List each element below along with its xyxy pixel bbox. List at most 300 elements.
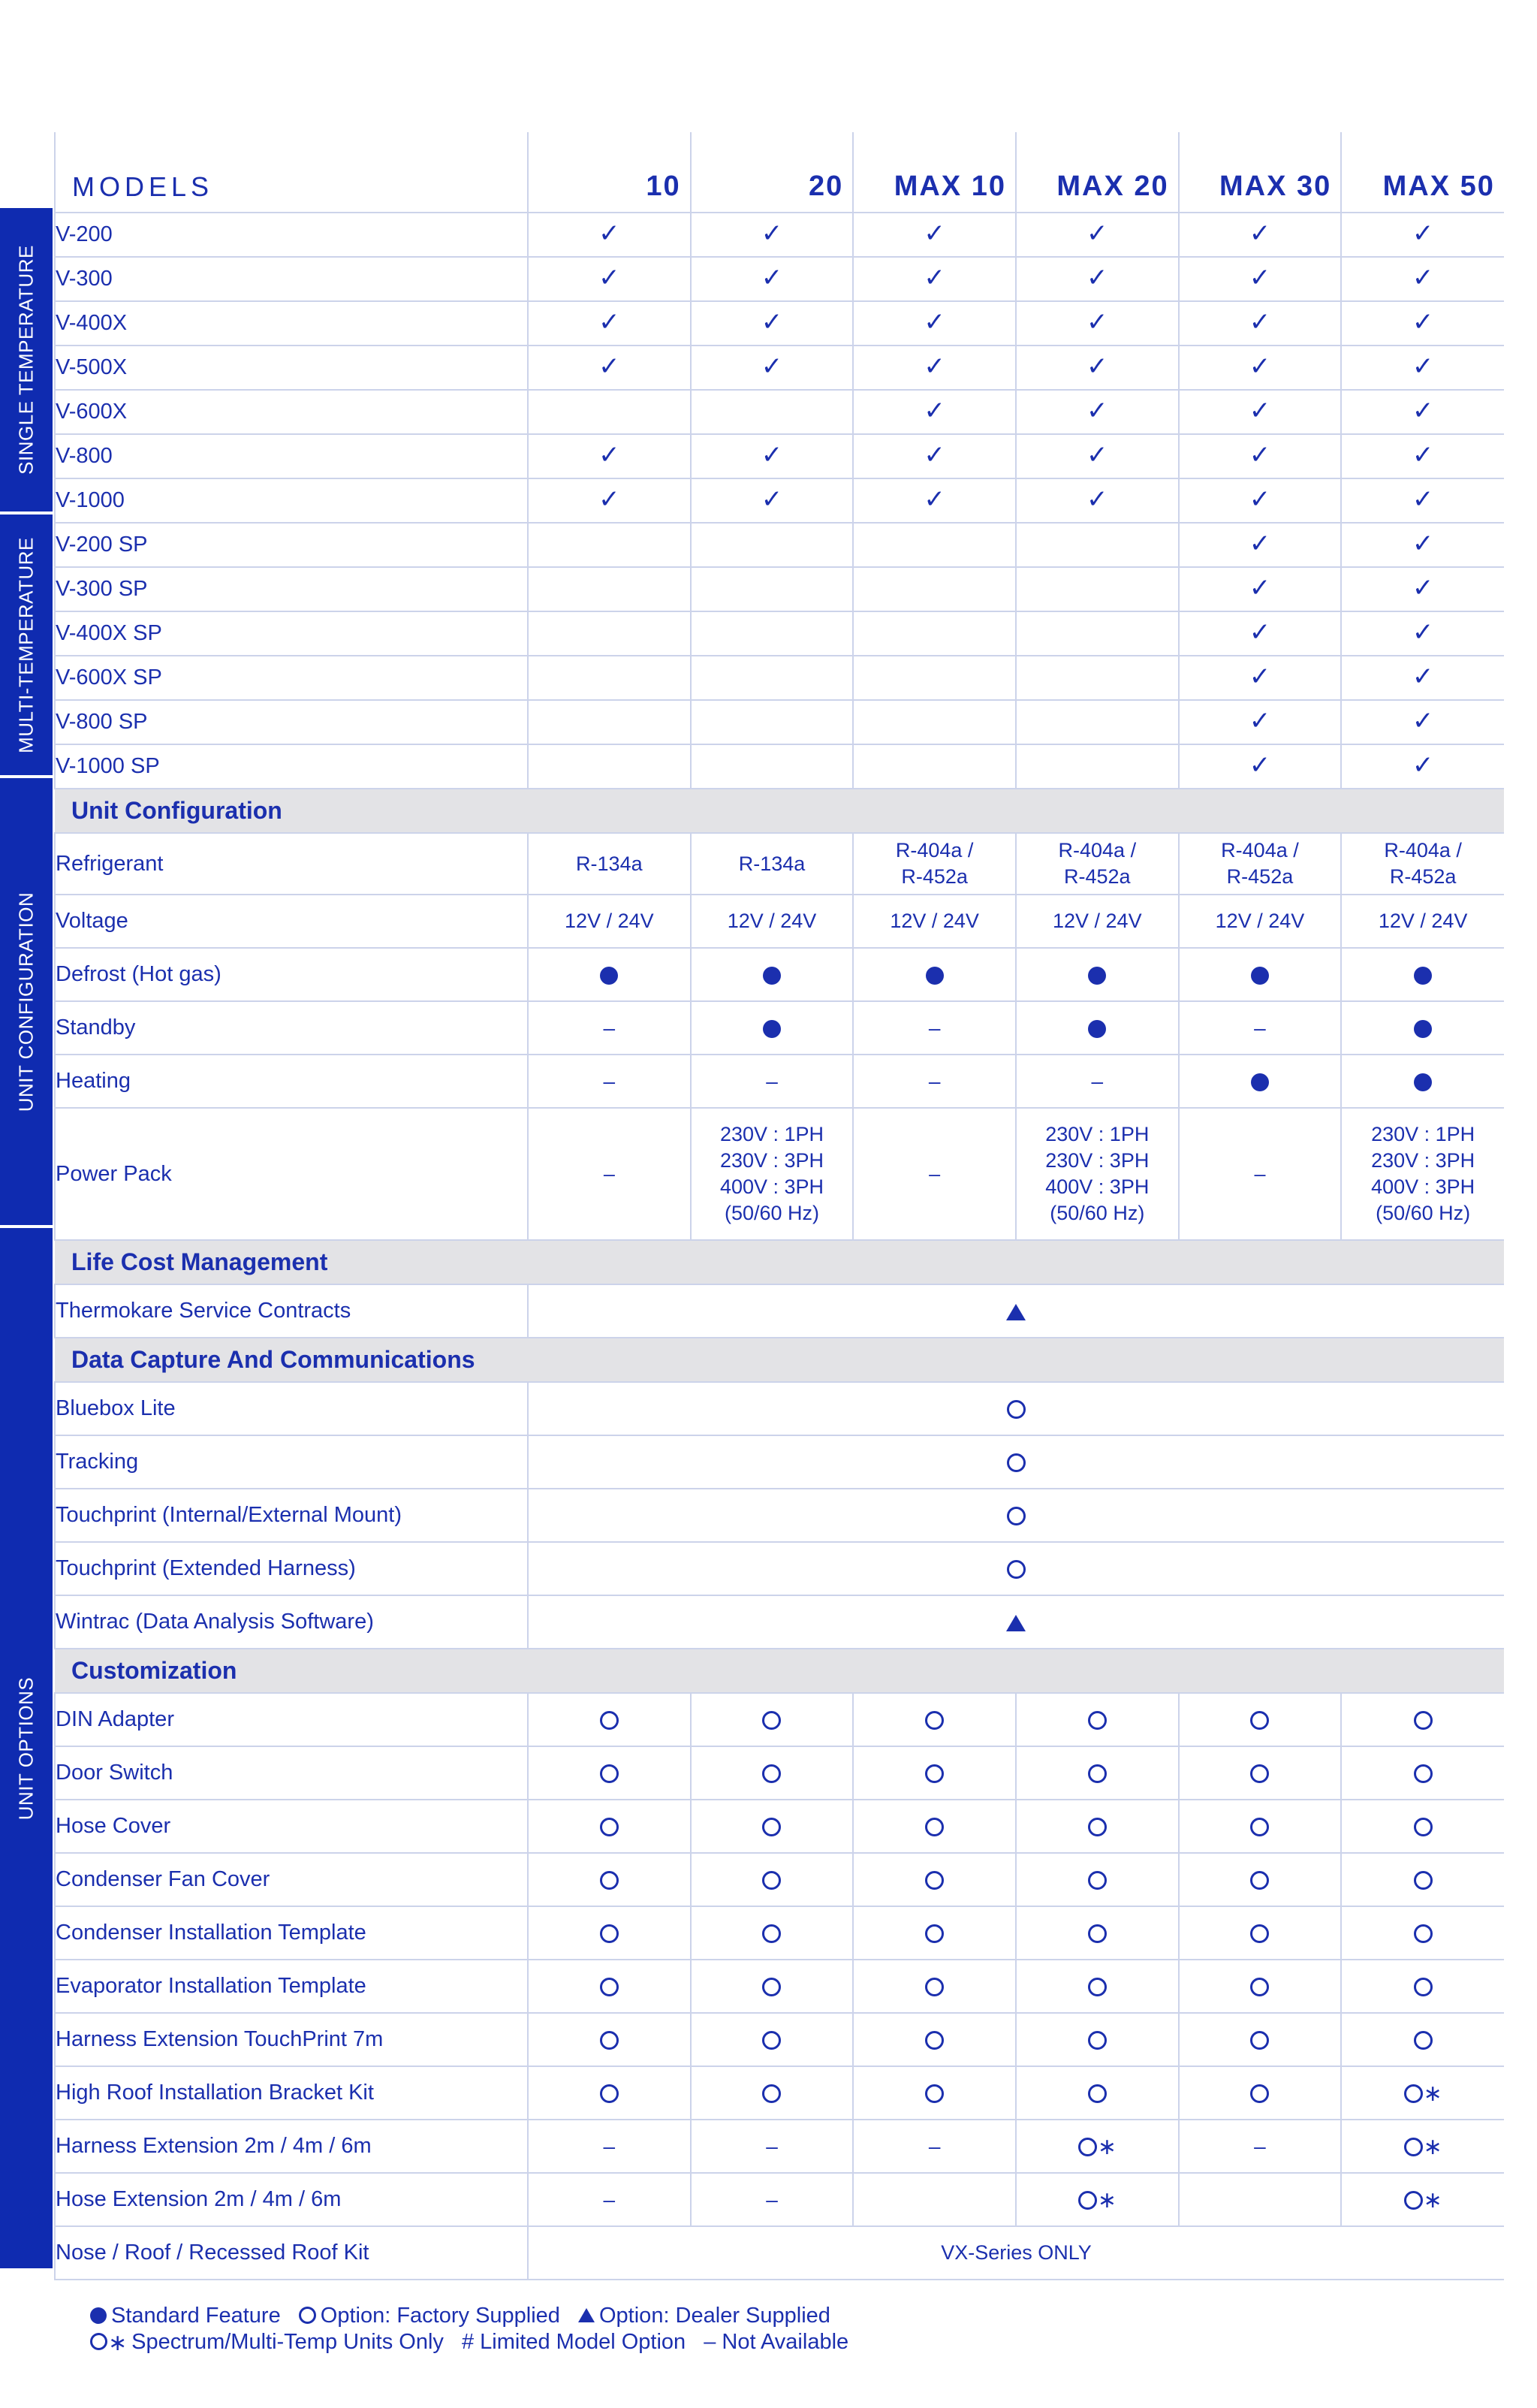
open-circle-icon bbox=[1250, 2084, 1269, 2103]
model-cell bbox=[853, 567, 1016, 611]
row-label: DIN Adapter bbox=[55, 1693, 528, 1746]
checkmark-icon: ✓ bbox=[1412, 574, 1434, 602]
open-circle-icon bbox=[1088, 2031, 1107, 2050]
filled-circle-icon bbox=[1251, 1073, 1269, 1091]
model-cell bbox=[1016, 301, 1179, 346]
cell-value: R-404a / R-452a bbox=[1384, 839, 1462, 888]
open-circle-icon bbox=[600, 1978, 619, 1996]
table-row bbox=[55, 700, 1504, 744]
model-cell bbox=[528, 2173, 691, 2226]
table-row bbox=[55, 1489, 1504, 1542]
model-cell bbox=[1016, 1906, 1179, 1960]
row-label: V-1000 SP bbox=[55, 744, 528, 789]
model-cell bbox=[1016, 1800, 1179, 1853]
open-circle-icon bbox=[1414, 1711, 1433, 1730]
model-cell bbox=[1016, 611, 1179, 656]
all-models-cell bbox=[528, 1435, 1504, 1489]
checkmark-icon: ✓ bbox=[1249, 618, 1271, 647]
model-cell bbox=[1016, 1960, 1179, 2013]
model-cell bbox=[528, 213, 691, 257]
model-cell bbox=[1016, 1693, 1179, 1746]
model-cell bbox=[1179, 2013, 1342, 2066]
cell-value: 230V : 1PH 230V : 3PH 400V : 3PH (50/60 Hz) bbox=[719, 1123, 824, 1224]
checkmark-icon: ✓ bbox=[1412, 751, 1434, 780]
row-label: Tracking bbox=[55, 1435, 528, 1489]
checkmark-icon: ✓ bbox=[1249, 441, 1271, 469]
table-row bbox=[55, 656, 1504, 700]
checkmark-icon: ✓ bbox=[1412, 352, 1434, 381]
model-cell bbox=[1341, 700, 1504, 744]
row-label: Harness Extension TouchPrint 7m bbox=[55, 2013, 528, 2066]
model-cell bbox=[1179, 1853, 1342, 1906]
open-circle-icon bbox=[762, 1818, 781, 1836]
row-label: Defrost (Hot gas) bbox=[55, 948, 528, 1001]
not-available-dash: – bbox=[1091, 1069, 1104, 1093]
model-cell bbox=[1016, 346, 1179, 390]
open-circle-icon bbox=[925, 1978, 944, 1996]
table-row bbox=[55, 2013, 1504, 2066]
model-cell bbox=[1341, 478, 1504, 523]
model-cell bbox=[853, 1746, 1016, 1800]
table-row bbox=[55, 895, 1504, 948]
checkmark-icon: ✓ bbox=[1412, 308, 1434, 336]
model-cell bbox=[853, 611, 1016, 656]
row-label: Refrigerant bbox=[55, 833, 528, 895]
open-circle-icon bbox=[762, 1764, 781, 1783]
model-cell bbox=[1341, 948, 1504, 1001]
asterisk-icon: ∗ bbox=[1423, 2187, 1442, 2213]
cell-value: R-404a / R-452a bbox=[1221, 839, 1299, 888]
model-cell bbox=[1179, 1800, 1342, 1853]
open-circle-icon bbox=[1088, 1871, 1107, 1890]
table-row bbox=[55, 2226, 1504, 2280]
table-row bbox=[55, 1906, 1504, 1960]
table-row bbox=[55, 1693, 1504, 1746]
model-cell bbox=[853, 744, 1016, 789]
model-cell bbox=[1341, 257, 1504, 301]
model-cell bbox=[1341, 1800, 1504, 1853]
model-column-header: 20 bbox=[691, 132, 854, 213]
legend-limited: # Limited Model Option bbox=[461, 2330, 686, 2354]
model-cell bbox=[1016, 948, 1179, 1001]
model-cell bbox=[853, 700, 1016, 744]
model-cell bbox=[528, 1108, 691, 1240]
checkmark-icon: ✓ bbox=[924, 397, 945, 425]
asterisk-icon: ∗ bbox=[108, 2330, 128, 2355]
row-label: V-300 SP bbox=[55, 567, 528, 611]
model-cell bbox=[1179, 523, 1342, 567]
model-cell bbox=[853, 1055, 1016, 1108]
all-models-cell bbox=[528, 1382, 1504, 1435]
checkmark-icon: ✓ bbox=[924, 219, 945, 248]
model-cell bbox=[853, 833, 1016, 895]
model-cell bbox=[1179, 2066, 1342, 2120]
checkmark-icon: ✓ bbox=[761, 308, 783, 336]
model-cell bbox=[1341, 2066, 1504, 2120]
model-cell bbox=[1341, 1001, 1504, 1055]
table-row bbox=[55, 1001, 1504, 1055]
model-cell bbox=[853, 257, 1016, 301]
category-label: UNIT OPTIONS bbox=[14, 1676, 38, 1820]
model-cell bbox=[853, 1108, 1016, 1240]
filled-circle-icon bbox=[1414, 1020, 1432, 1038]
row-label: V-400X bbox=[55, 301, 528, 346]
model-cell bbox=[1179, 301, 1342, 346]
open-circle-icon bbox=[1250, 1924, 1269, 1943]
open-circle-icon bbox=[600, 1924, 619, 1943]
cell-value: R-134a bbox=[576, 852, 643, 875]
model-cell bbox=[1179, 567, 1342, 611]
checkmark-icon: ✓ bbox=[1249, 662, 1271, 691]
open-circle-icon bbox=[1414, 2031, 1433, 2050]
cell-value: 12V / 24V bbox=[1378, 910, 1468, 932]
checkmark-icon: ✓ bbox=[1086, 308, 1108, 336]
row-label: Touchprint (Extended Harness) bbox=[55, 1542, 528, 1595]
model-cell bbox=[1341, 390, 1504, 434]
checkmark-icon: ✓ bbox=[598, 219, 620, 248]
row-label: Hose Cover bbox=[55, 1800, 528, 1853]
cell-value: 230V : 1PH 230V : 3PH 400V : 3PH (50/60 Hz) bbox=[1045, 1123, 1150, 1224]
row-label: Door Switch bbox=[55, 1746, 528, 1800]
model-cell bbox=[691, 1960, 854, 2013]
category-label: UNIT CONFIGURATION bbox=[14, 892, 38, 1112]
table-row bbox=[55, 478, 1504, 523]
checkmark-icon: ✓ bbox=[761, 352, 783, 381]
model-cell bbox=[691, 523, 854, 567]
checkmark-icon: ✓ bbox=[1412, 219, 1434, 248]
open-circle-icon bbox=[1088, 1711, 1107, 1730]
model-column-header: MAX 50 bbox=[1341, 132, 1504, 213]
legend-standard: Standard Feature bbox=[90, 2303, 281, 2329]
all-models-cell bbox=[528, 1542, 1504, 1595]
open-circle-icon bbox=[1078, 2138, 1097, 2156]
model-cell bbox=[691, 1800, 854, 1853]
model-cell bbox=[1016, 1001, 1179, 1055]
model-cell bbox=[691, 1906, 854, 1960]
model-cell bbox=[1341, 1055, 1504, 1108]
open-circle-icon bbox=[1404, 2084, 1423, 2103]
open-circle-icon bbox=[925, 2031, 944, 2050]
section-title: Unit Configuration bbox=[55, 789, 1504, 833]
not-available-dash: – bbox=[603, 1015, 616, 1040]
triangle-icon bbox=[578, 2308, 595, 2322]
model-cell bbox=[853, 523, 1016, 567]
model-cell bbox=[1016, 895, 1179, 948]
model-cell bbox=[691, 257, 854, 301]
table-row bbox=[55, 523, 1504, 567]
model-cell bbox=[853, 656, 1016, 700]
checkmark-icon: ✓ bbox=[598, 441, 620, 469]
row-label: Power Pack bbox=[55, 1108, 528, 1240]
open-circle-icon bbox=[1404, 2138, 1423, 2156]
asterisk-icon: ∗ bbox=[1423, 2081, 1442, 2106]
checkmark-icon: ✓ bbox=[598, 308, 620, 336]
section-title: Life Cost Management bbox=[55, 1240, 1504, 1284]
model-cell bbox=[528, 257, 691, 301]
table-row bbox=[55, 1284, 1504, 1338]
table-row bbox=[55, 1960, 1504, 2013]
row-label: Evaporator Installation Template bbox=[55, 1960, 528, 2013]
table-row bbox=[55, 2173, 1504, 2226]
checkmark-icon: ✓ bbox=[1249, 219, 1271, 248]
model-cell bbox=[691, 301, 854, 346]
section-title: Customization bbox=[55, 1649, 1504, 1693]
table-row bbox=[55, 611, 1504, 656]
filled-circle-icon bbox=[1414, 1073, 1432, 1091]
all-models-cell bbox=[528, 2226, 1504, 2280]
model-cell bbox=[691, 567, 854, 611]
model-cell bbox=[1016, 434, 1179, 478]
section-row-customization bbox=[55, 1649, 1504, 1693]
legend-dealer: Option: Dealer Supplied bbox=[578, 2303, 830, 2329]
checkmark-icon: ✓ bbox=[761, 441, 783, 469]
row-label: V-800 SP bbox=[55, 700, 528, 744]
row-label: Harness Extension 2m / 4m / 6m bbox=[55, 2120, 528, 2173]
model-cell bbox=[528, 1906, 691, 1960]
model-cell bbox=[1179, 948, 1342, 1001]
checkmark-icon: ✓ bbox=[1249, 352, 1271, 381]
checkmark-icon: ✓ bbox=[1249, 397, 1271, 425]
model-cell bbox=[691, 346, 854, 390]
legend-spectrum: ∗ Spectrum/Multi-Temp Units Only bbox=[90, 2329, 444, 2356]
model-cell bbox=[1179, 1055, 1342, 1108]
models-header-row bbox=[55, 132, 1504, 213]
model-cell bbox=[1016, 2013, 1179, 2066]
model-cell bbox=[1179, 434, 1342, 478]
checkmark-icon: ✓ bbox=[1412, 397, 1434, 425]
open-circle-icon bbox=[1414, 1818, 1433, 1836]
open-circle-icon bbox=[1007, 1400, 1026, 1419]
model-cell bbox=[528, 948, 691, 1001]
model-cell bbox=[1341, 2013, 1504, 2066]
model-cell bbox=[1341, 2120, 1504, 2173]
not-available-dash: – bbox=[766, 2187, 778, 2211]
open-circle-icon bbox=[299, 2307, 316, 2324]
model-cell bbox=[1341, 833, 1504, 895]
open-circle-icon bbox=[1007, 1560, 1026, 1579]
open-circle-icon bbox=[1088, 1924, 1107, 1943]
checkmark-icon: ✓ bbox=[1249, 308, 1271, 336]
not-available-dash: – bbox=[928, 2134, 941, 2158]
table-row bbox=[55, 1542, 1504, 1595]
row-label: Nose / Roof / Recessed Roof Kit bbox=[55, 2226, 528, 2280]
model-column-header: MAX 10 bbox=[853, 132, 1016, 213]
model-cell bbox=[1341, 2173, 1504, 2226]
model-cell bbox=[853, 478, 1016, 523]
model-cell bbox=[691, 478, 854, 523]
model-cell bbox=[528, 434, 691, 478]
cell-value: – bbox=[1254, 1162, 1266, 1185]
model-cell bbox=[1179, 257, 1342, 301]
model-cell bbox=[1016, 1108, 1179, 1240]
open-circle-icon bbox=[1250, 1711, 1269, 1730]
checkmark-icon: ✓ bbox=[1412, 530, 1434, 558]
cell-value: 230V : 1PH 230V : 3PH 400V : 3PH (50/60 Hz) bbox=[1371, 1123, 1475, 1224]
model-cell bbox=[1179, 478, 1342, 523]
table-row bbox=[55, 1853, 1504, 1906]
not-available-dash: – bbox=[603, 2187, 616, 2211]
model-cell bbox=[691, 611, 854, 656]
model-cell bbox=[691, 1693, 854, 1746]
section-row-data-capture bbox=[55, 1338, 1504, 1382]
model-cell bbox=[1341, 611, 1504, 656]
model-cell bbox=[1016, 390, 1179, 434]
row-label: V-400X SP bbox=[55, 611, 528, 656]
triangle-icon bbox=[1006, 1304, 1026, 1320]
model-cell bbox=[1179, 2173, 1342, 2226]
row-label: Standby bbox=[55, 1001, 528, 1055]
model-cell bbox=[853, 1001, 1016, 1055]
open-circle-icon bbox=[1250, 1764, 1269, 1783]
model-cell bbox=[528, 2066, 691, 2120]
open-circle-icon bbox=[1007, 1507, 1026, 1525]
asterisk-icon: ∗ bbox=[1097, 2187, 1117, 2213]
checkmark-icon: ✓ bbox=[1249, 751, 1271, 780]
model-cell bbox=[691, 656, 854, 700]
model-cell bbox=[1341, 346, 1504, 390]
table-row bbox=[55, 948, 1504, 1001]
cell-value: 12V / 24V bbox=[565, 910, 654, 932]
model-cell bbox=[853, 2013, 1016, 2066]
all-models-cell bbox=[528, 1284, 1504, 1338]
open-circle-icon bbox=[1250, 1871, 1269, 1890]
model-cell bbox=[691, 1746, 854, 1800]
model-cell bbox=[528, 478, 691, 523]
table-row bbox=[55, 390, 1504, 434]
model-cell bbox=[528, 1853, 691, 1906]
row-label: V-200 SP bbox=[55, 523, 528, 567]
model-cell bbox=[528, 656, 691, 700]
row-label: Condenser Fan Cover bbox=[55, 1853, 528, 1906]
cell-value: 12V / 24V bbox=[727, 910, 817, 932]
open-circle-icon bbox=[762, 1924, 781, 1943]
category-bar-unit-configuration bbox=[0, 778, 53, 1225]
row-label: V-200 bbox=[55, 213, 528, 257]
category-label: SINGLE TEMPERATURE bbox=[14, 245, 38, 475]
model-cell bbox=[853, 346, 1016, 390]
not-available-dash: – bbox=[766, 2134, 778, 2158]
cell-value: 12V / 24V bbox=[890, 910, 979, 932]
open-circle-icon bbox=[762, 2031, 781, 2050]
row-label: Thermokare Service Contracts bbox=[55, 1284, 528, 1338]
model-cell bbox=[691, 1055, 854, 1108]
model-cell bbox=[528, 1693, 691, 1746]
open-circle-icon bbox=[1414, 1924, 1433, 1943]
model-column-header: MAX 20 bbox=[1016, 132, 1179, 213]
model-cell bbox=[853, 895, 1016, 948]
model-cell bbox=[691, 700, 854, 744]
model-cell bbox=[528, 1055, 691, 1108]
model-cell bbox=[1179, 1746, 1342, 1800]
table-row bbox=[55, 213, 1504, 257]
open-circle-icon bbox=[1088, 1978, 1107, 1996]
cell-value: 12V / 24V bbox=[1053, 910, 1142, 932]
table-row bbox=[55, 1108, 1504, 1240]
model-cell bbox=[853, 2120, 1016, 2173]
table-row bbox=[55, 1055, 1504, 1108]
model-cell bbox=[1179, 213, 1342, 257]
open-circle-icon bbox=[925, 1764, 944, 1783]
model-cell bbox=[853, 1960, 1016, 2013]
model-cell bbox=[1016, 1055, 1179, 1108]
model-cell bbox=[1179, 611, 1342, 656]
cell-value: R-404a / R-452a bbox=[1058, 839, 1137, 888]
open-circle-icon bbox=[90, 2333, 107, 2350]
triangle-icon bbox=[1006, 1615, 1026, 1631]
model-cell bbox=[1341, 895, 1504, 948]
table-row bbox=[55, 346, 1504, 390]
model-cell bbox=[1341, 567, 1504, 611]
model-cell bbox=[528, 1800, 691, 1853]
open-circle-icon bbox=[1088, 1818, 1107, 1836]
not-available-dash: – bbox=[603, 2134, 616, 2158]
model-cell bbox=[1341, 301, 1504, 346]
table-row bbox=[55, 833, 1504, 895]
row-label: Voltage bbox=[55, 895, 528, 948]
table-row bbox=[55, 1382, 1504, 1435]
table-row bbox=[55, 1435, 1504, 1489]
table-row bbox=[55, 301, 1504, 346]
model-cell bbox=[853, 1853, 1016, 1906]
checkmark-icon: ✓ bbox=[924, 264, 945, 292]
row-label: V-500X bbox=[55, 346, 528, 390]
filled-circle-icon bbox=[926, 967, 944, 985]
model-cell bbox=[853, 948, 1016, 1001]
model-cell bbox=[1179, 346, 1342, 390]
table-row bbox=[55, 257, 1504, 301]
model-cell bbox=[528, 1746, 691, 1800]
model-cell bbox=[1179, 390, 1342, 434]
model-cell bbox=[691, 434, 854, 478]
legend-factory: Option: Factory Supplied bbox=[299, 2303, 560, 2329]
model-cell bbox=[1016, 478, 1179, 523]
row-label: Wintrac (Data Analysis Software) bbox=[55, 1595, 528, 1649]
checkmark-icon: ✓ bbox=[1086, 352, 1108, 381]
open-circle-icon bbox=[1088, 1764, 1107, 1783]
filled-circle-icon bbox=[763, 967, 781, 985]
not-available-dash: – bbox=[1254, 2134, 1266, 2158]
open-circle-icon bbox=[1088, 2084, 1107, 2103]
checkmark-icon: ✓ bbox=[1086, 397, 1108, 425]
model-cell bbox=[691, 1853, 854, 1906]
open-circle-icon bbox=[925, 1871, 944, 1890]
model-cell bbox=[691, 948, 854, 1001]
model-cell bbox=[1341, 744, 1504, 789]
model-cell bbox=[1179, 1001, 1342, 1055]
model-cell bbox=[1179, 700, 1342, 744]
model-cell bbox=[691, 213, 854, 257]
model-cell bbox=[853, 434, 1016, 478]
checkmark-icon: ✓ bbox=[1249, 707, 1271, 735]
not-available-dash: – bbox=[603, 1069, 616, 1093]
model-cell bbox=[1016, 700, 1179, 744]
section-row-life-cost-management bbox=[55, 1240, 1504, 1284]
model-cell bbox=[1179, 1960, 1342, 2013]
table-row bbox=[55, 1800, 1504, 1853]
checkmark-icon: ✓ bbox=[924, 308, 945, 336]
model-cell bbox=[528, 346, 691, 390]
asterisk-icon: ∗ bbox=[1423, 2134, 1442, 2159]
model-comparison-table bbox=[54, 132, 1504, 2280]
filled-circle-icon bbox=[90, 2307, 107, 2324]
model-cell bbox=[1179, 744, 1342, 789]
open-circle-icon bbox=[600, 2084, 619, 2103]
model-cell bbox=[691, 2173, 854, 2226]
model-cell bbox=[528, 2120, 691, 2173]
model-cell bbox=[853, 1906, 1016, 1960]
model-cell bbox=[1179, 656, 1342, 700]
checkmark-icon: ✓ bbox=[598, 352, 620, 381]
